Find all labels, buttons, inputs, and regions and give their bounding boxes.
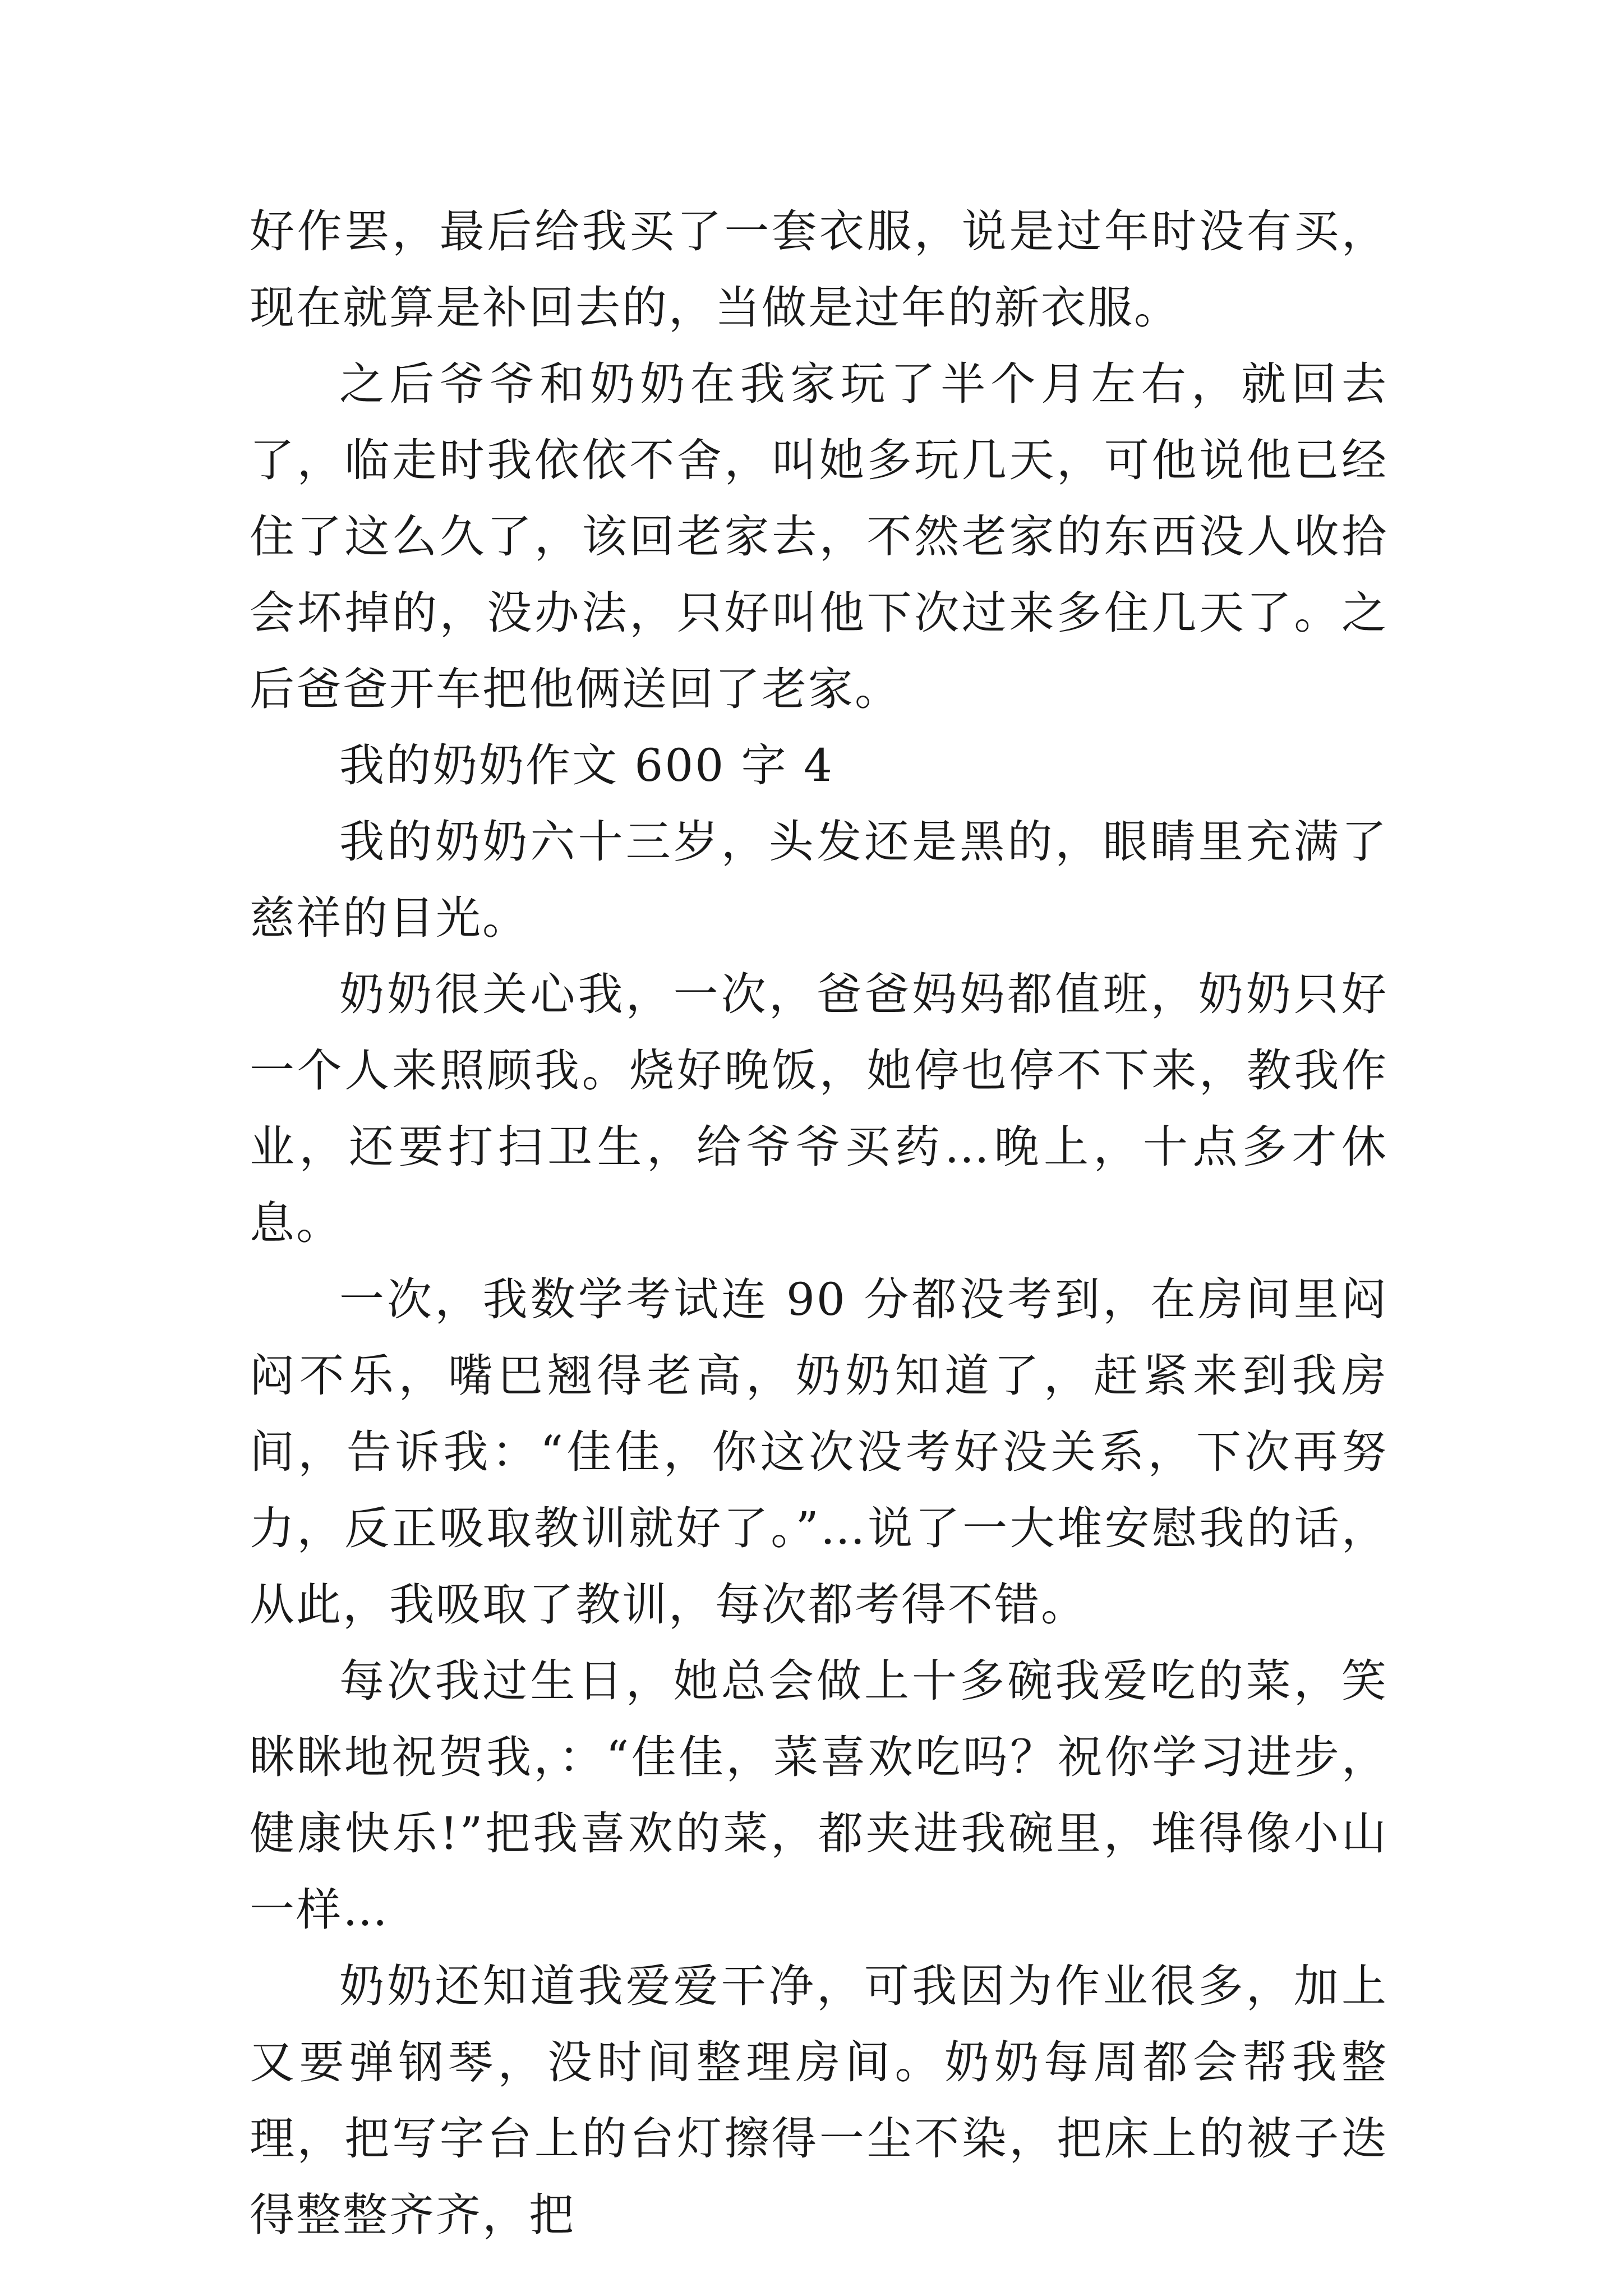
paragraph-1: 好作罢，最后给我买了一套衣服，说是过年时没有买，现在就算是补回去的，当做是过年的新衣服。 [250, 205, 1388, 334]
paragraph-6: 每次我过生日，她总会做上十多碗我爱吃的菜，笑眯眯地祝贺我，：“佳佳，菜喜欢吃吗？祝你学习进步，健康快乐!”把我喜欢的菜，都夹进我碗里，堆得像小山一样… [250, 1655, 1388, 1936]
paragraph-5: 一次，我数学考试连 90 分都没考到，在房间里闷闷不乐，嘴巴翘得老高，奶奶知道了，赶紧来到我房间，告诉我：“佳佳，你这次没考好没关系，下次再努力，反正吸取教训就好了。”…说了一大堆安慰我的话，从此，我吸取了教训，每次都考得不错。 [250, 1273, 1388, 1631]
document-body [250, 194, 1388, 2253]
paragraph-3: 我的奶奶六十三岁，头发还是黑的，眼睛里充满了慈祥的目光。 [250, 816, 1388, 944]
section-heading: 我的奶奶作文 600 字 4 [339, 739, 834, 792]
paragraph-7: 奶奶还知道我爱爱干净，可我因为作业很多，加上又要弹钢琴，没时间整理房间。奶奶每周都会帮我整理，把写字台上的台灯擦得一尘不染，把床上的被子迭得整整齐齐，把 [250, 1960, 1388, 2241]
paragraph-4: 奶奶很关心我，一次，爸爸妈妈都值班，奶奶只好一个人来照顾我。烧好晚饭，她停也停不下来，教我作业，还要打扫卫生，给爷爷买药…晚上，十点多才休息。 [250, 968, 1388, 1249]
paragraph-2: 之后爷爷和奶奶在我家玩了半个月左右，就回去了，临走时我依依不舍，叫她多玩几天，可他说他已经住了这么久了，该回老家去，不然老家的东西没人收拾会坏掉的，没办法，只好叫他下次过来多住几天了。之后爸爸开车把他俩送回了老家。 [250, 358, 1388, 715]
